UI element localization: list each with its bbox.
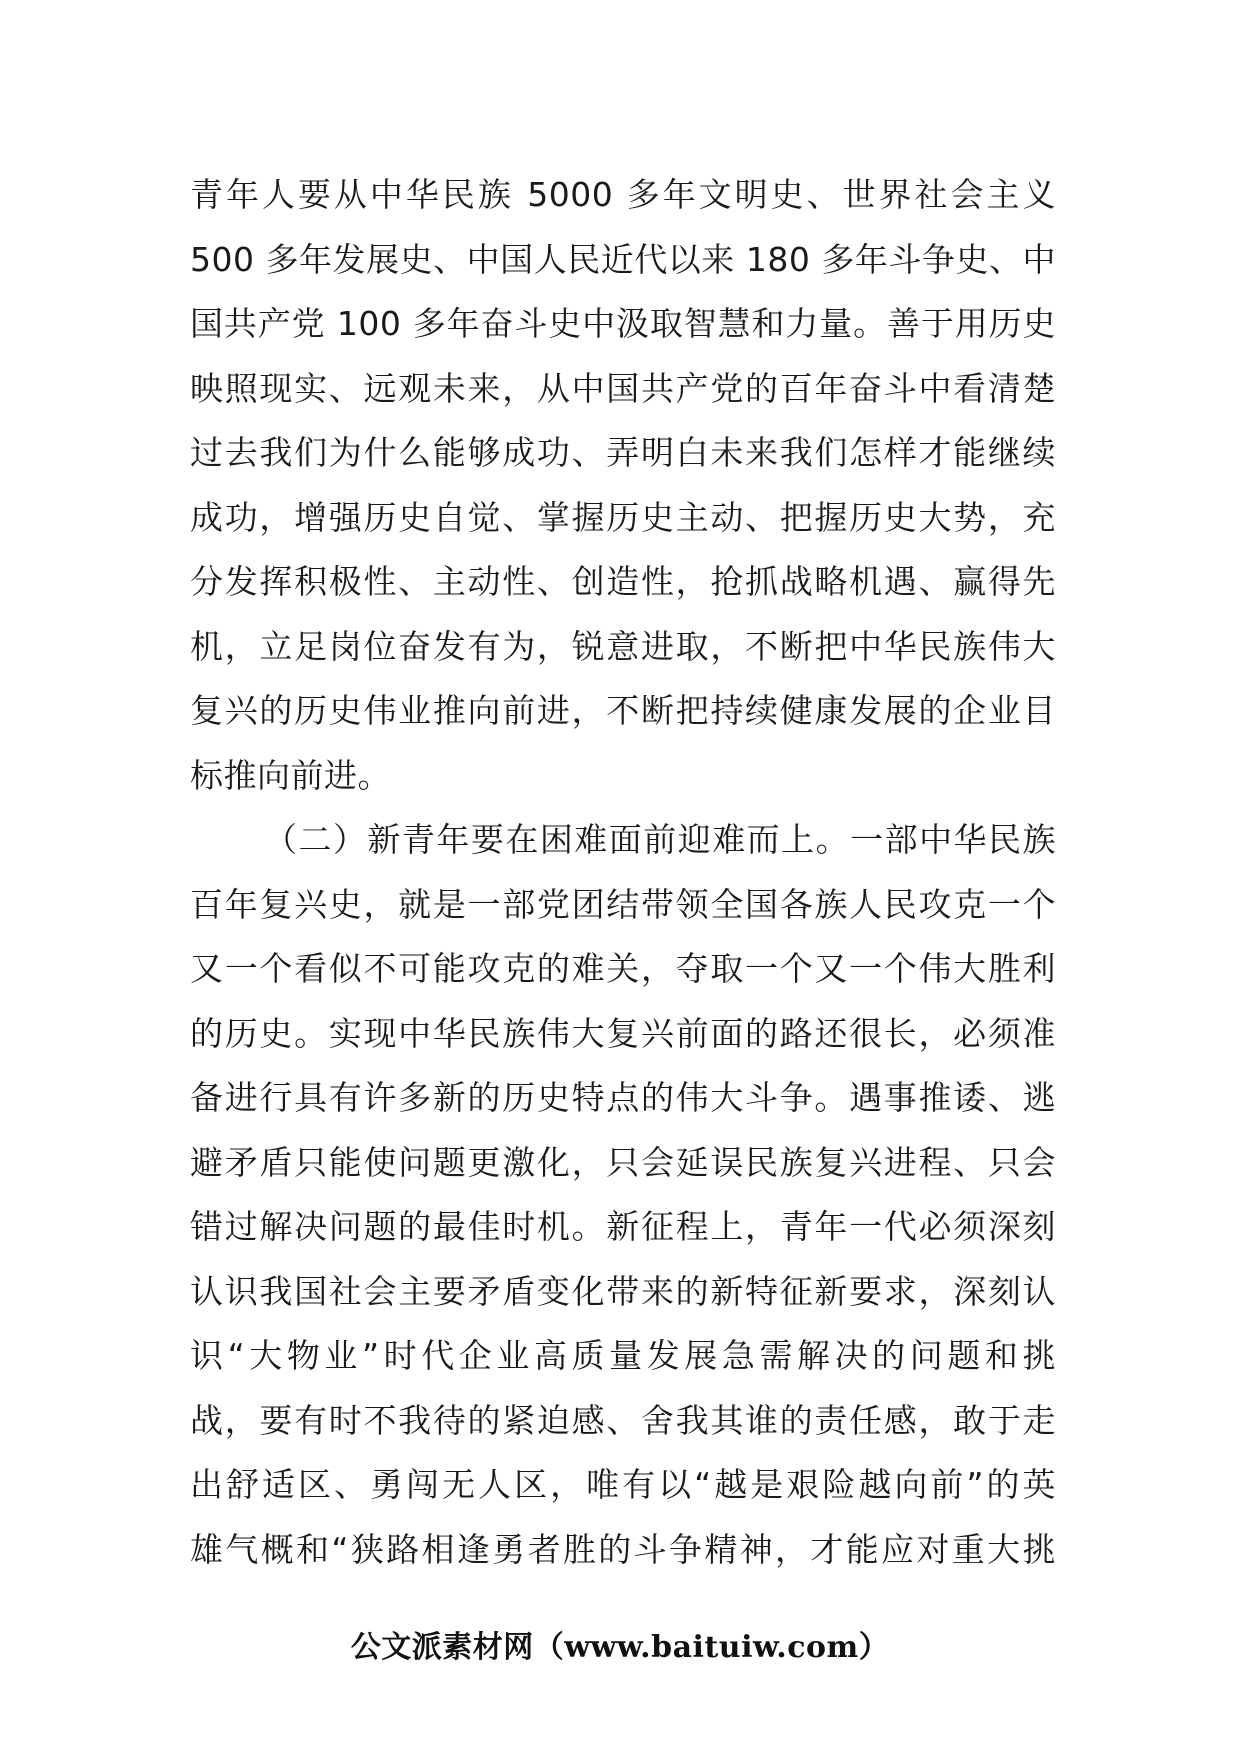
text-line: 战，要有时不我待的紧迫感、舍我其谁的责任感，敢于走 — [190, 1400, 1056, 1440]
text-line: 备进行具有许多新的历史特点的伟大斗争。遇事推诿、逃 — [190, 1078, 1056, 1117]
text-line: 映照现实、远观未来，从中国共产党的百年奋斗中看清楚 — [190, 368, 1056, 408]
footer-watermark: 公文派素材网（www.baituiw.com） — [350, 1630, 890, 1665]
text-line: 的历史。实现中华民族伟大复兴前面的路还很长，必须准 — [190, 1013, 1056, 1053]
text-line: 识“大物业”时代企业高质量发展急需解决的问题和挑 — [190, 1336, 1056, 1375]
text-line: 国共产党 100 多年奋斗史中汲取智慧和力量。善于用历史 — [190, 304, 1056, 343]
text-line: 成功，增强历史自觉、掌握历史主动、把握历史大势，充 — [190, 497, 1056, 537]
text-line: 错过解决问题的最佳时机。新征程上，青年一代必须深刻 — [190, 1207, 1056, 1246]
paragraph-1 — [190, 163, 1056, 808]
text-line: 又一个看似不可能攻克的难关，夺取一个又一个伟大胜利 — [190, 949, 1056, 988]
text-line: 500 多年发展史、中国人民近代以来 180 多年斗争史、中 — [190, 239, 1056, 279]
text-line: 机，立足岗位奋发有为，锐意进取，不断把中华民族伟大 — [190, 626, 1056, 666]
text-line: 青年人要从中华民族 5000 多年文明史、世界社会主义 — [190, 175, 1056, 214]
text-line: 百年复兴史，就是一部党团结带领全国各族人民攻克一个 — [190, 884, 1056, 924]
text-line: 复兴的历史伟业推向前进，不断把持续健康发展的企业目 — [190, 691, 1056, 730]
text-line: 分发挥积极性、主动性、创造性，抢抓战略机遇、赢得先 — [190, 562, 1056, 601]
text-line: 认识我国社会主要矛盾变化带来的新特征新要求，深刻认 — [190, 1271, 1056, 1311]
text-line: 过去我们为什么能够成功、弄明白未来我们怎样才能继续 — [190, 433, 1056, 472]
paragraph-2 — [190, 808, 1056, 1582]
section-heading-line: （二）新青年要在困难面前迎难而上。一部中华民族 — [264, 820, 1056, 859]
body-text — [190, 163, 1056, 1582]
text-line: 避矛盾只能使问题更激化，只会延误民族复兴进程、只会 — [190, 1142, 1056, 1182]
text-line: 雄气概和“狭路相逢勇者胜的斗争精神，才能应对重大挑 — [190, 1529, 1056, 1569]
text-line: 出舒适区、勇闯无人区，唯有以“越是艰险越向前”的英 — [190, 1465, 1056, 1504]
text-line: 标推向前进。 — [190, 755, 391, 795]
